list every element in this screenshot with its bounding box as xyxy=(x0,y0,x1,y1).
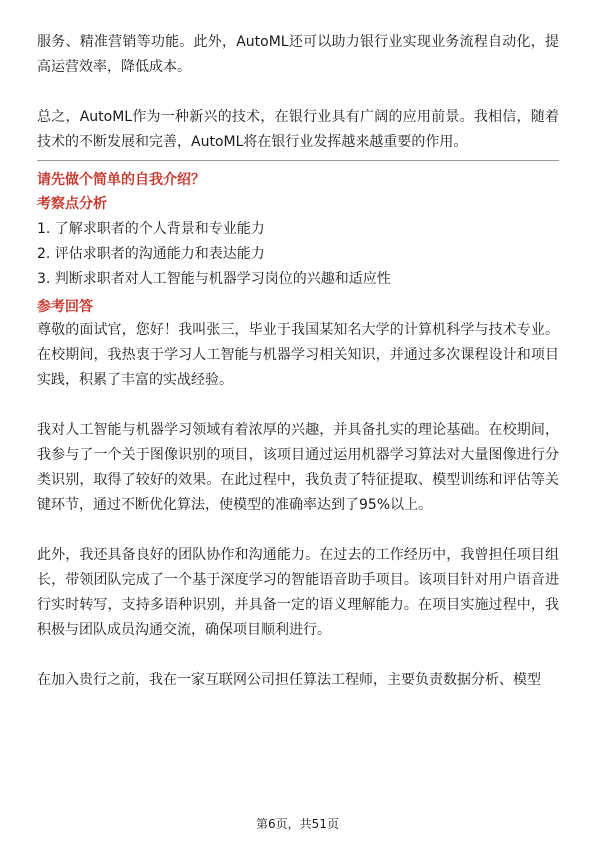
paragraph-gap xyxy=(37,518,559,543)
answer-paragraph-4: 在加入贵行之前，我在一家互联网公司担任算法工程师，主要负责数据分析、模型 xyxy=(37,672,541,688)
analysis-item-1: 1. 了解求职者的个人背景和专业能力 xyxy=(37,221,265,237)
analysis-item-3: 3. 判断求职者对人工智能与机器学习岗位的兴趣和适应性 xyxy=(37,271,391,287)
document-page xyxy=(37,30,559,693)
answer-paragraph-1: 尊敬的面试官，您好！我叫张三，毕业于我国某知名大学的计算机科学与技术专业。在校期间，我热衷于学习人工智能与机器学习相关知识，并通过多次课程设计和项目实践，积累了丰富的实战经验。 xyxy=(37,322,559,388)
question-heading: 请先做个简单的自我介绍？ xyxy=(37,172,205,188)
answer-paragraph-2: 我对人工智能与机器学习领域有着浓厚的兴趣，并具备扎实的理论基础。在校期间，我参与了一个关于图像识别的项目，该项目通过运用机器学习算法对大量图像进行分类识别，取得了较好的效果。在此过程中，我负责了特征提取、模型训练和评估等关键环节，通过不断优化算法，使模型的准确率达到了95%以上。 xyxy=(37,422,559,513)
page-number-footer: 第6页，共51页 xyxy=(256,817,339,831)
analysis-item-2: 2. 评估求职者的沟通能力和表达能力 xyxy=(37,246,265,262)
answer-title: 参考回答 xyxy=(37,299,93,315)
summary-paragraph: 总之，AutoML作为一种新兴的技术，在银行业具有广阔的应用前景。我相信，随着技术的不断发展和完善，AutoML将在银行业发挥越来越重要的作用。 xyxy=(37,109,559,150)
section-divider xyxy=(37,160,559,161)
answer-paragraph-3: 此外，我还具备良好的团队协作和沟通能力。在过去的工作经历中，我曾担任项目组长，带领团队完成了一个基于深度学习的智能语音助手项目。该项目针对用户语音进行实时转写，支持多语种识别，并具备一定的语义理解能力。在项目实施过程中，我积极与团队成员沟通交流，确保项目顺利进行。 xyxy=(37,547,559,638)
paragraph-gap xyxy=(37,80,559,105)
paragraph-gap xyxy=(37,393,559,418)
analysis-title: 考察点分析 xyxy=(37,196,107,212)
paragraph-gap xyxy=(37,643,559,668)
continuation-paragraph: 服务、精准营销等功能。此外，AutoML还可以助力银行业实现业务流程自动化，提高运营效率，降低成本。 xyxy=(37,34,559,75)
